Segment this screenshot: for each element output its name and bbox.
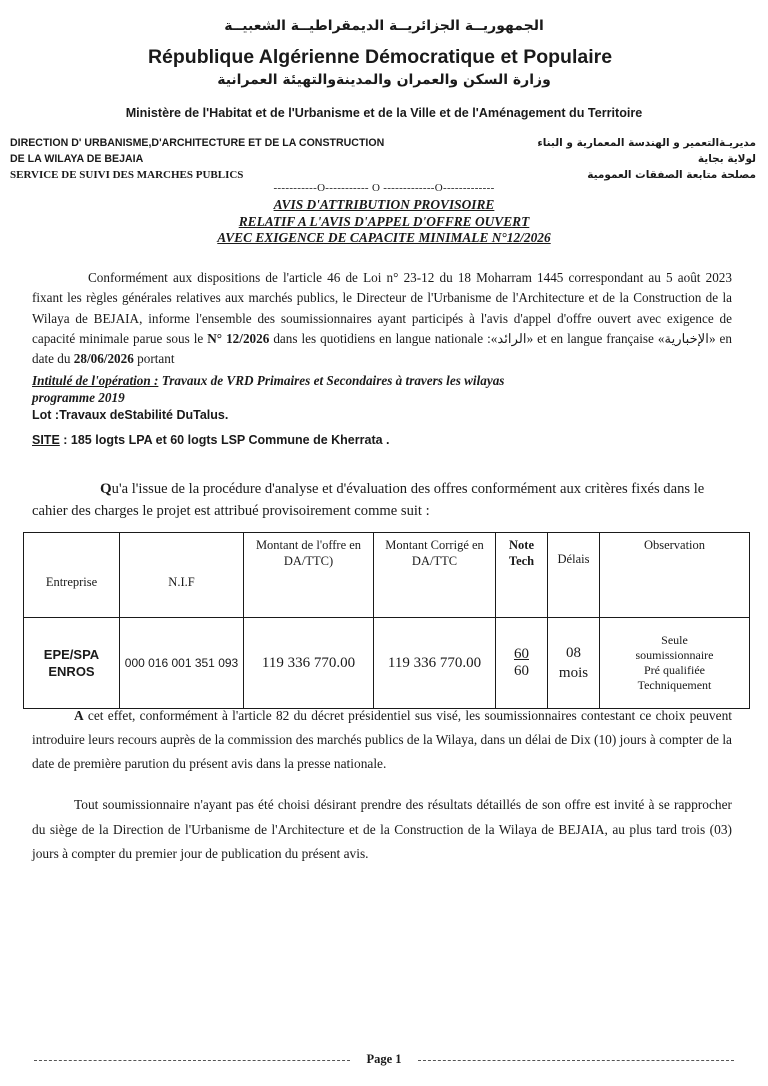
table-row (24, 618, 750, 709)
header-montant-corrige: Montant Corrigé en DA/TTC (374, 533, 496, 618)
delais-value: 08 (566, 645, 581, 661)
arabic-ministry-title: وزارة السكن والعمران والمدينةوالتهيئة العمرانية (217, 72, 551, 88)
page-label: Page 1 (358, 1052, 409, 1066)
operation-text: Travaux de VRD Primaires et Secondaires à travers les wilayas (158, 373, 505, 388)
observation-line-2: soumissionnaire (635, 648, 714, 662)
arabic-direction-line-2: لولاية بجاية (697, 153, 756, 165)
operation-label: Intitulé de l'opération : (32, 373, 159, 388)
intro-paragraph (32, 268, 732, 369)
dropcap-q: Q (100, 481, 112, 497)
site-label: SITE (32, 433, 60, 447)
header-note-tech: Note Tech (496, 533, 548, 618)
arabic-direction-line-1: مديريـةالتعمير و الهندسة المعمارية و البناء (537, 137, 756, 149)
intro-text-b: dans les quotidiens en langue nationale :«الرائد» et en langue française «الإخبارية» en date du (32, 330, 733, 367)
intro-text-c: portant (133, 351, 175, 367)
title-line-1: AVIS D'ATTRIBUTION PROVISOIRE (273, 197, 495, 212)
appeal-paragraph (32, 704, 732, 776)
site-text: : 185 logts LPA et 60 logts LSP Commune de Kherrata . (59, 433, 390, 447)
notice-title (0, 197, 768, 247)
attribution-text: u'a l'issue de la procédure d'analyse et d'évaluation des offres conformément aux critères fixés dans le cahier des charges le projet est attribué provisoirement comme suit : (32, 481, 705, 519)
page-number (0, 1052, 768, 1067)
cell-nif: 000 016 001 351 093 (120, 618, 244, 709)
arabic-republic-title: الجمهوريــة الجزائريــة الديمقراطيــة الشعبيــة (224, 18, 544, 34)
header-entreprise: Entreprise (24, 533, 120, 618)
entreprise-line-1: EPE/SPA (43, 647, 100, 662)
delais-unit: mois (558, 665, 589, 681)
french-republic-title: République Algérienne Démocratique et Populaire (147, 46, 613, 68)
header-delais: Délais (548, 533, 600, 618)
cell-delais (548, 618, 600, 709)
entreprise-line-2: ENROS (48, 664, 95, 679)
observation-line-4: Techniquement (637, 678, 712, 692)
cell-entreprise (24, 618, 120, 709)
site-line (32, 433, 390, 447)
results-table (23, 532, 750, 709)
separator-line: -----------O----------- O -------------O------------- (273, 182, 495, 194)
arabic-service-line: مصلحة متابعة الصفقات العمومية (587, 169, 756, 181)
cell-note-tech (496, 618, 548, 709)
operation-title (32, 372, 732, 406)
cell-montant-corrige: 119 336 770.00 (374, 618, 496, 709)
title-line-3: AVEC EXIGENCE DE CAPACITE MINIMALE N°12/2026 (217, 230, 551, 245)
cell-observation (600, 618, 750, 709)
direction-line-2: DE LA WILAYA DE BEJAIA (10, 153, 144, 165)
programme-text: programme 2019 (32, 390, 125, 405)
dropcap-a: A (74, 708, 84, 723)
direction-line-1: DIRECTION D' URBANISME,D'ARCHITECTURE ET DE LA CONSTRUCTION (10, 137, 385, 149)
appeal-text: cet effet, conformément à l'article 82 du décret présidentiel sus visé, les soumissionnaires contestant ce choix peuvent introduire leurs recours auprès de la commission des marchés publics de la Wilaya, dans un délai de Dix (10) jours à compter de la date de première parution du présent avis dans la presse nationale. (32, 708, 732, 771)
observation-line-3: Pré qualifiée (644, 663, 705, 677)
notice-number: N° 12/2026 (203, 330, 270, 346)
service-line: SERVICE DE SUIVI DES MARCHES PUBLICS (10, 169, 244, 181)
header-observation: Observation (600, 533, 750, 618)
results-request-text: Tout soumissionnaire n'ayant pas été choisi désirant prendre des résultats détaillés de son offre est invité à se rapprocher du siège de la Direction de l'Urbanisme de l'Architecture et de la Construction de la Wilaya de BEJAIA, au plus tard trois (03) jours à compter du premier jour de publication du présent avis. (32, 797, 732, 861)
table-header-row (24, 533, 750, 618)
header-montant-offre: Montant de l'offre en DA/TTC) (244, 533, 374, 618)
results-request-paragraph (32, 793, 732, 867)
direction-block-arabic (496, 135, 756, 183)
intro-text-a: Conformément aux dispositions de l'article 46 de Loi n° 23-12 du 18 Moharram 1445 correspondant au 5 août 2023 fixant les règles générales relatives aux marchés publics, le Directeur de l'Urbanisme de l'Architecture et de la Construction de la Wilaya de BEJAIA, informe l'ensemble des soumissionnaires ayant participés à l'avis d'appel d'offre ouvert avec exigence de capacité minimale parue sous le (32, 270, 732, 346)
publication-date: 28/06/2026 (70, 351, 134, 367)
title-line-2: RELATIF A L'AVIS D'APPEL D'OFFRE OUVERT (238, 213, 530, 229)
cell-montant-offre: 119 336 770.00 (244, 618, 374, 709)
note-denominator: 60 (514, 663, 529, 679)
lot-line: Lot :Travaux deStabilité DuTalus. (32, 408, 229, 422)
note-numerator: 60 (514, 646, 529, 662)
header-nif: N.I.F (120, 533, 244, 618)
french-ministry-title: Ministère de l'Habitat et de l'Urbanisme et de la Ville et de l'Aménagement du Territoire (125, 106, 643, 120)
observation-line-1: Seule (661, 633, 688, 647)
direction-block-french (10, 135, 430, 183)
attribution-paragraph (32, 478, 732, 522)
